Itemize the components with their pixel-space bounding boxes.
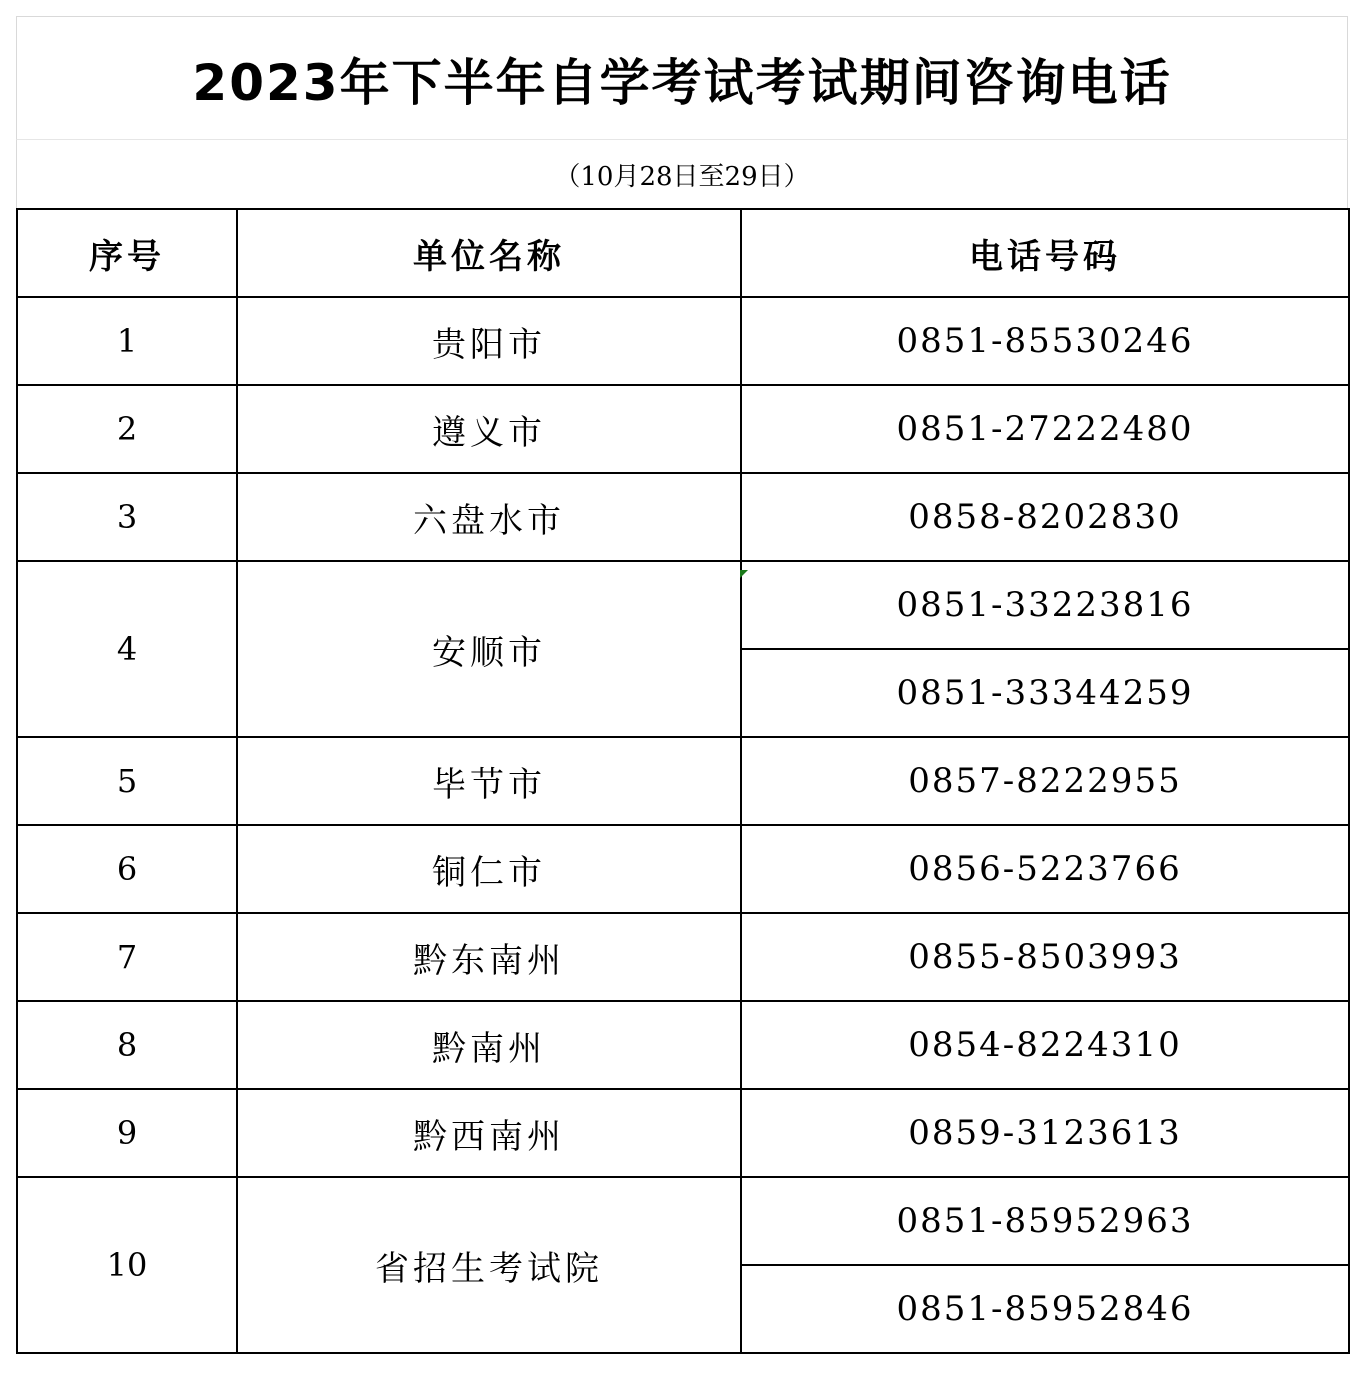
unit-cell[interactable]: 黔东南州 <box>237 913 741 1001</box>
table-row <box>17 1089 1349 1177</box>
seq-cell[interactable]: 3 <box>17 473 237 561</box>
table-row <box>17 913 1349 1001</box>
seq-cell[interactable]: 2 <box>17 385 237 473</box>
title-cell[interactable] <box>16 16 1348 140</box>
phone-cell[interactable]: 0857-8222955 <box>741 737 1349 825</box>
table-row <box>17 473 1349 561</box>
phone-cell[interactable]: 0858-8202830 <box>741 473 1349 561</box>
subtitle-cell[interactable] <box>16 139 1348 209</box>
phone-cell[interactable]: 0851-27222480 <box>741 385 1349 473</box>
seq-cell[interactable]: 9 <box>17 1089 237 1177</box>
page-subtitle: （10月28日至29日） <box>554 161 810 192</box>
unit-cell[interactable]: 省招生考试院 <box>237 1177 741 1353</box>
header-unit[interactable]: 单位名称 <box>237 209 741 297</box>
phone-cell[interactable]: 0854-8224310 <box>741 1001 1349 1089</box>
phone-cell[interactable]: 0851-85952846 <box>741 1265 1349 1353</box>
page-title: 2023年下半年自学考试考试期间咨询电话 <box>192 53 1172 112</box>
unit-cell[interactable]: 黔南州 <box>237 1001 741 1089</box>
unit-cell[interactable]: 贵阳市 <box>237 297 741 385</box>
table-row <box>17 737 1349 825</box>
seq-cell[interactable]: 7 <box>17 913 237 1001</box>
unit-cell[interactable]: 六盘水市 <box>237 473 741 561</box>
header-row <box>17 209 1349 297</box>
seq-cell[interactable]: 8 <box>17 1001 237 1089</box>
table-row <box>17 297 1349 385</box>
phone-cell[interactable]: 0856-5223766 <box>741 825 1349 913</box>
unit-cell[interactable]: 遵义市 <box>237 385 741 473</box>
seq-cell[interactable]: 1 <box>17 297 237 385</box>
cell-comment-marker-icon <box>740 570 748 578</box>
contact-table <box>16 208 1350 1354</box>
phone-cell[interactable]: 0851-85952963 <box>741 1177 1349 1265</box>
phone-cell[interactable]: 0851-85530246 <box>741 297 1349 385</box>
phone-cell[interactable]: 0851-33344259 <box>741 649 1349 737</box>
spreadsheet <box>16 16 1348 1378</box>
phone-cell[interactable]: 0855-8503993 <box>741 913 1349 1001</box>
unit-cell[interactable]: 毕节市 <box>237 737 741 825</box>
phone-cell[interactable]: 0859-3123613 <box>741 1089 1349 1177</box>
unit-cell[interactable]: 铜仁市 <box>237 825 741 913</box>
unit-cell[interactable]: 安顺市 <box>237 561 741 737</box>
seq-cell[interactable]: 6 <box>17 825 237 913</box>
table-row <box>17 825 1349 913</box>
seq-cell[interactable]: 5 <box>17 737 237 825</box>
seq-cell[interactable]: 10 <box>17 1177 237 1353</box>
header-phone[interactable]: 电话号码 <box>741 209 1349 297</box>
table-row <box>17 385 1349 473</box>
seq-cell[interactable]: 4 <box>17 561 237 737</box>
header-seq[interactable]: 序号 <box>17 209 237 297</box>
table-row <box>17 561 1349 649</box>
table-row <box>17 1001 1349 1089</box>
unit-cell[interactable]: 黔西南州 <box>237 1089 741 1177</box>
phone-cell[interactable]: 0851-33223816 <box>741 561 1349 649</box>
table-row <box>17 1177 1349 1265</box>
